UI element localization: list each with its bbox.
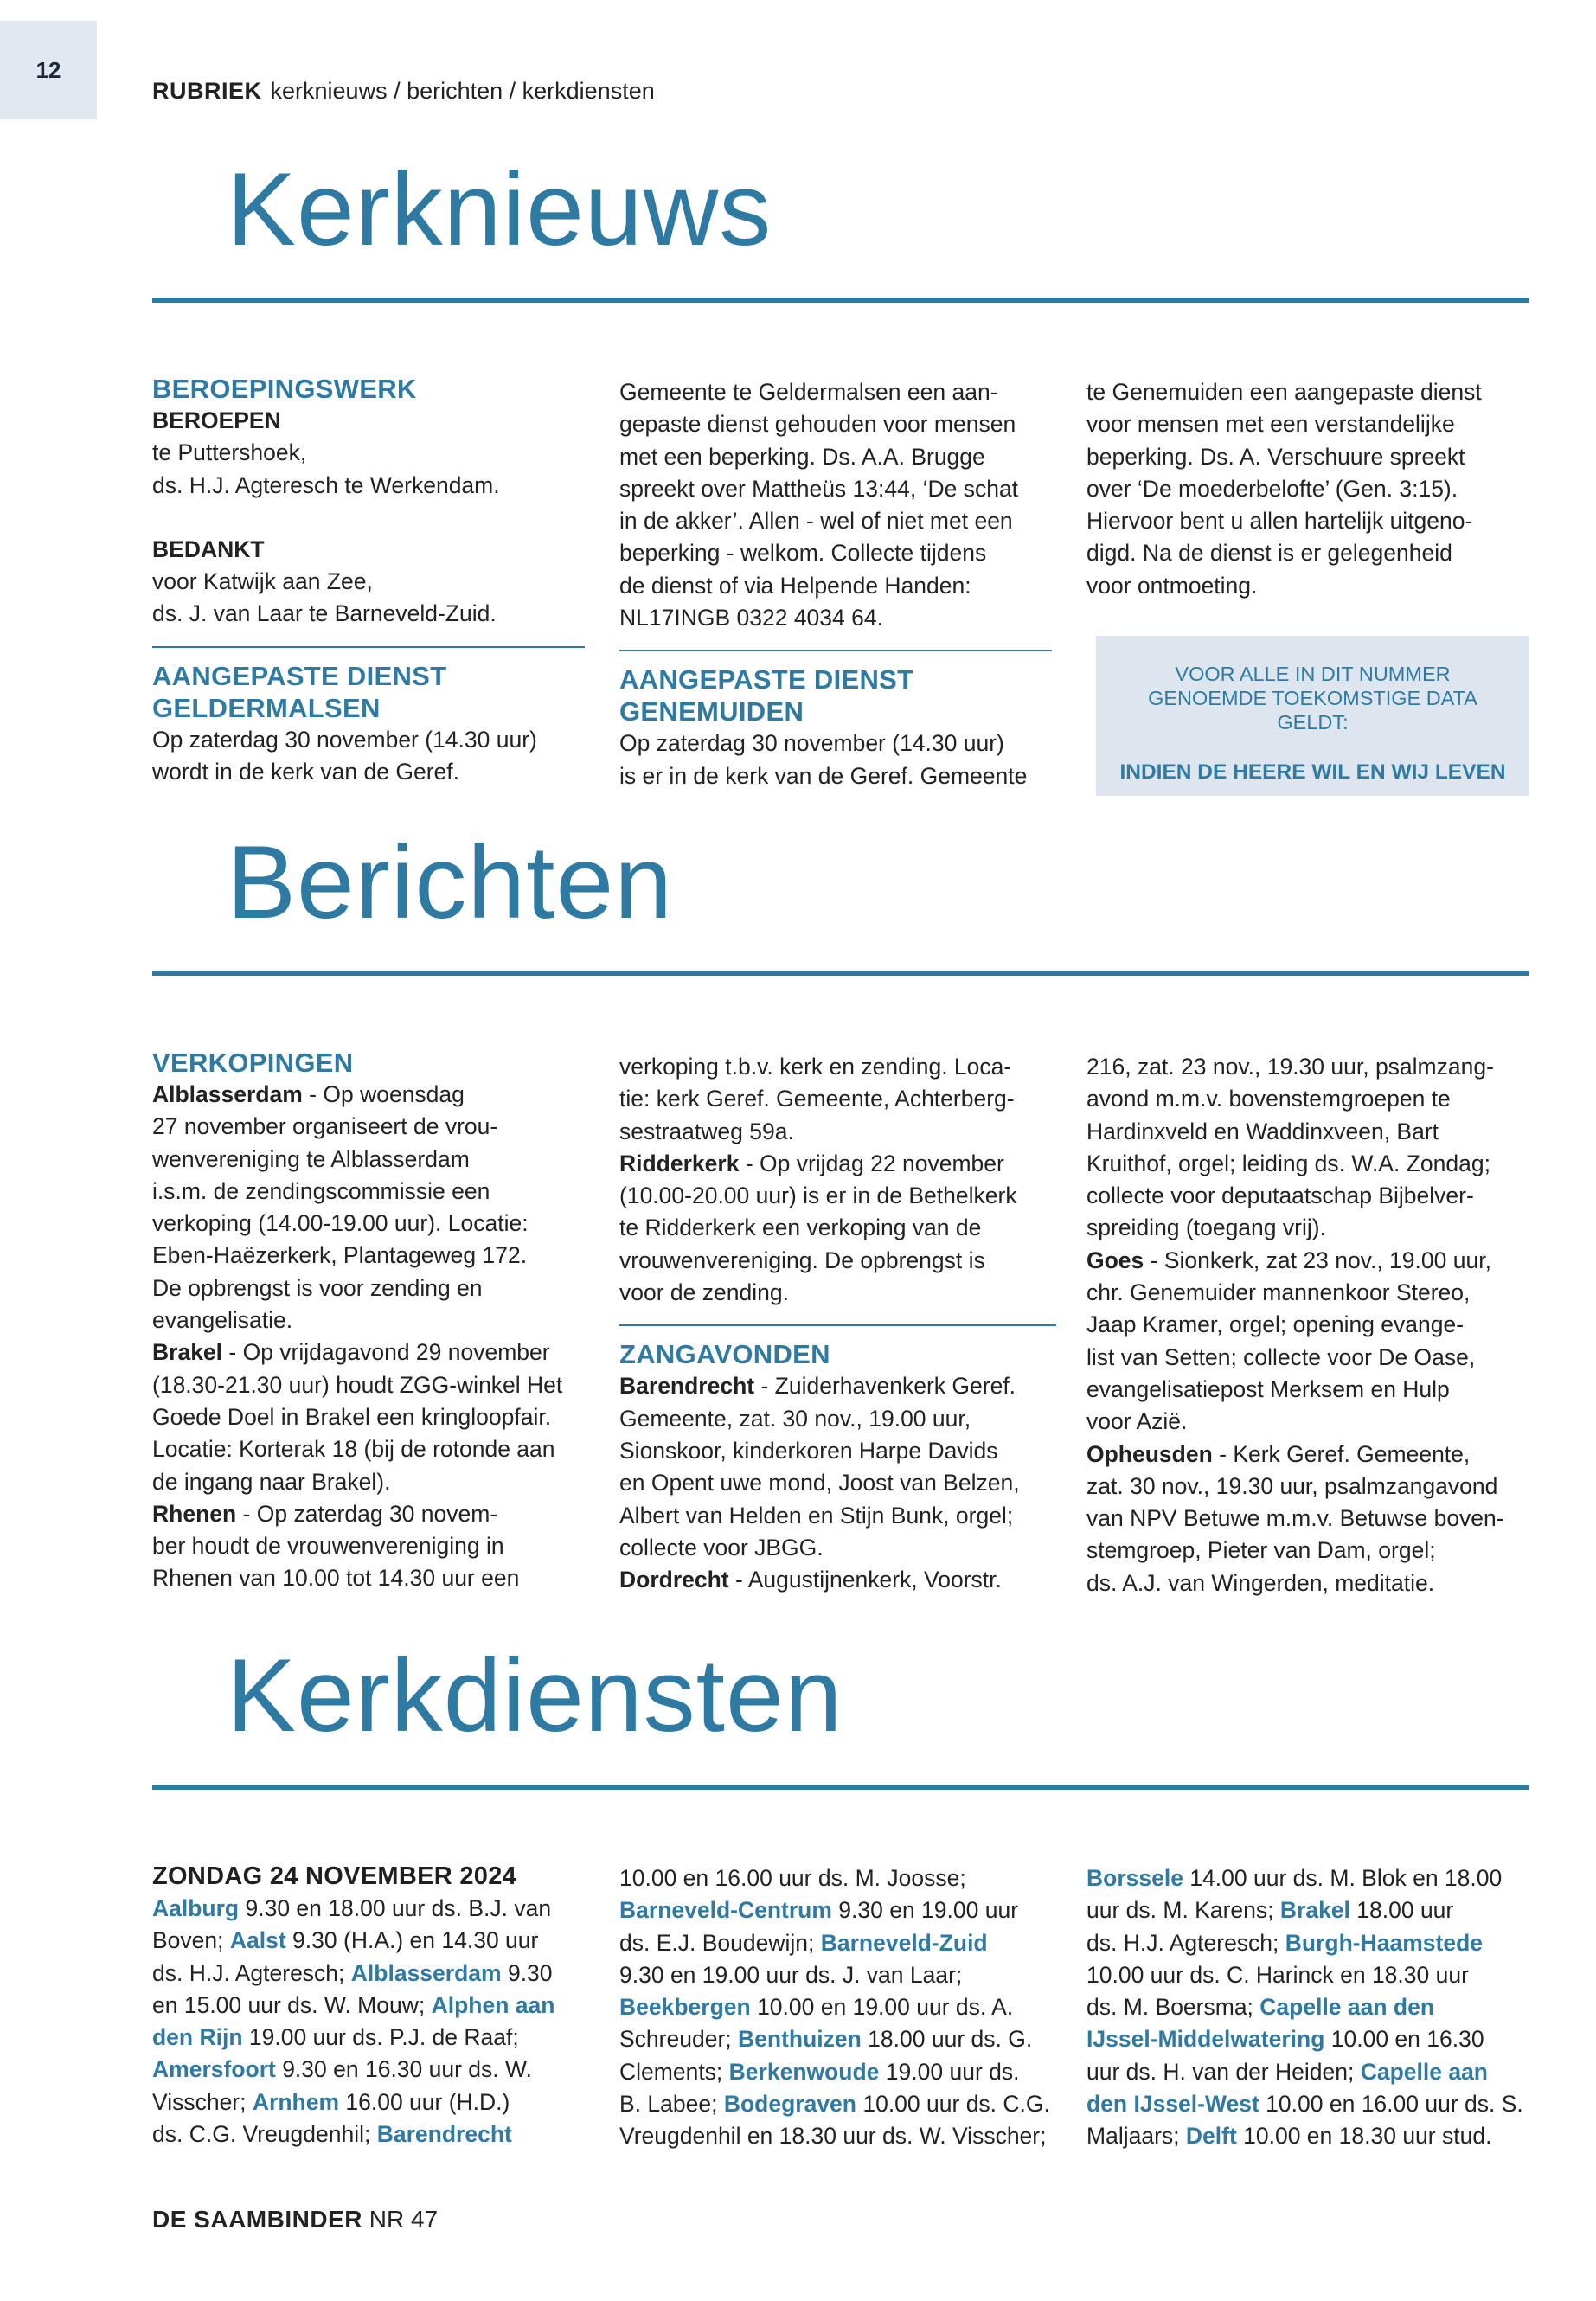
magazine-name: DE SAAMBINDER [152,2206,362,2233]
text-run: Rhenen van 10.00 tot 14.30 uur een [152,1565,520,1592]
text-line [619,1245,1056,1277]
text-line [1086,1051,1532,1083]
text-run: stemgroep, Pieter van Dam, orgel; [1086,1537,1436,1564]
text-line [1086,1471,1532,1503]
text-run: collecte voor JBGG. [619,1534,824,1561]
kerkdiensten-rule [152,1785,1529,1790]
geldermalsen-line: spreekt over Mattheüs 13:44, ‘De schat [619,475,1019,502]
service-line [1086,2088,1532,2120]
place-name: Amersfoort [152,2056,276,2083]
service-text: Boven; [152,1927,230,1954]
genemuiden-line: over ‘De moederbelofte’ (Gen. 3:15). [1086,475,1458,502]
berichten-col-3 [1086,1051,1532,1599]
text-run: Sionskoor, kinderkoren Harpe Davids [619,1437,998,1464]
zangavonden-heading: ZANGAVONDEN [619,1339,830,1370]
text-run: en Opent uwe mond, Joost van Belzen, [619,1470,1020,1497]
service-line [152,1958,589,1990]
genemuiden-line: voor mensen met een verstandelijke [1086,411,1455,438]
service-text: 10.00 en 16.00 uur ds. S. [1259,2091,1523,2118]
service-line [152,1893,589,1925]
berichten-rule [152,971,1529,976]
place-name: Brakel [1279,1897,1350,1924]
text-line [619,1083,1056,1115]
text-run: evangelisatie. [152,1307,293,1334]
place-name: Barneveld-Zuid [820,1929,988,1956]
text-line [152,1530,589,1562]
kerknieuws-col-3 [1086,376,1529,602]
notice-emphasis: INDIEN DE HEERE WIL EN WIJ LEVEN [1119,760,1506,784]
place-name: Capelle aan den [1259,1994,1435,2021]
genemuiden-line: voor ontmoeting. [1086,572,1258,599]
genemuiden-line: beperking. Ds. A. Verschuure spreekt [1086,443,1465,470]
service-text: Vreugdenhil en 18.30 uur ds. W. Visscher; [619,2123,1047,2150]
text-line [152,1272,589,1304]
service-text: Maljaars; [1086,2123,1186,2150]
service-line [1086,1927,1532,1959]
place-name: Ridderkerk [619,1150,740,1176]
service-text: 9.30 en 19.00 uur [831,1897,1019,1924]
date-heading: ZONDAG 24 NOVEMBER 2024 [152,1862,517,1890]
place-name: Alblasserdam [350,1959,502,1986]
text-run: Gemeente, zat. 30 nov., 19.00 uur, [619,1405,971,1432]
genemuiden-line: te Genemuiden een aangepaste dienst [1086,379,1482,405]
place-name: den IJssel-West [1086,2091,1259,2118]
text-line [152,1240,589,1272]
text-line [1086,1083,1532,1115]
genemuiden-heading: AANGEPASTE DIENST [619,664,914,695]
service-text: ds. M. Boersma; [1086,1994,1260,2021]
geldermalsen-line: Gemeente te Geldermalsen een aan- [619,379,998,405]
service-line [1086,2056,1532,2088]
rubriek-header [152,78,655,105]
place-name: Barendrecht [376,2121,512,2148]
text-line [1086,1148,1532,1180]
text-run: voor Azië. [1086,1408,1188,1435]
service-line [619,1894,1061,1926]
text-line [1086,1567,1532,1599]
service-text: 9.30 en 19.00 uur ds. J. van Laar; [619,1961,963,1988]
service-text: B. Labee; [619,2091,724,2118]
geldermalsen-line: beperking - welkom. Collecte tijdens [619,540,987,567]
text-run: - Op zaterdag 30 novem- [236,1500,498,1527]
footer [152,2206,438,2234]
geldermalsen-line: Op zaterdag 30 november (14.30 uur) [152,726,537,753]
text-run: te Ridderkerk een verkoping van de [619,1215,982,1241]
place-name: Barendrecht [619,1373,755,1400]
text-run: Kruithof, orgel; leiding ds. W.A. Zondag; [1086,1150,1490,1176]
text-run: voor de zending. [619,1279,789,1306]
service-text: 19.00 uur ds. [879,2058,1020,2085]
text-run: Jaap Kramer, orgel; opening evange- [1086,1311,1465,1338]
breadcrumb: kerknieuws / berichten / kerkdiensten [270,78,655,104]
section-divider [152,646,585,648]
text-run: (10.00-20.00 uur) is er in de Bethelkerk [619,1183,1017,1209]
text-line [1086,1116,1532,1148]
text-line [1086,1439,1532,1471]
text-run: de ingang naar Brakel). [152,1468,391,1495]
text-line [1086,1309,1532,1341]
text-run: - Kerk Geref. Gemeente, [1212,1440,1471,1467]
text-line [1086,1180,1532,1212]
service-line [619,1862,1061,1894]
service-line [152,1925,589,1957]
place-name: IJssel-Middelwatering [1086,2026,1325,2053]
geldermalsen-line: NL17INGB 0322 4034 64. [619,605,883,631]
place-name: Alblasserdam [152,1081,303,1107]
text-line [152,1433,589,1465]
berichten-col-1 [152,1047,589,1595]
service-text: 18.00 uur ds. G. [861,2026,1033,2053]
place-name: Dordrecht [619,1567,729,1593]
beroepen-label: BEROEPEN [152,407,281,433]
text-line [619,1403,1056,1435]
place-name: Capelle aan [1360,2058,1488,2085]
place-name: Borssele [1086,1865,1183,1891]
place-name: Goes [1086,1247,1144,1273]
service-text: 10.00 en 18.30 uur stud. [1236,2123,1492,2150]
text-line [152,1304,589,1336]
text-line [619,1532,1056,1564]
bedankt-line: ds. J. van Laar te Barneveld-Zuid. [152,600,497,627]
text-line [1086,1535,1532,1567]
text-line [619,1148,1056,1180]
service-line [152,2086,589,2118]
service-text: 14.00 uur ds. M. Blok en 18.00 [1183,1865,1503,1891]
text-line [619,1467,1056,1499]
text-run: Albert van Helden en Stijn Bunk, orgel; [619,1502,1014,1529]
service-text: 18.00 uur [1349,1897,1454,1924]
beroepen-line: ds. H.J. Agteresch te Werkendam. [152,471,500,498]
kerkdiensten-title: Kerkdiensten [227,1638,843,1753]
service-text: 10.00 uur ds. C.G. [856,2091,1050,2118]
text-run: evangelisatiepost Merksem en Hulp [1086,1375,1450,1402]
place-name: Delft [1185,2123,1237,2150]
place-name: Arnhem [252,2088,340,2115]
text-run: verkoping (14.00-19.00 uur). Locatie: [152,1210,529,1237]
kerkdiensten-col-1 [152,1861,589,2150]
service-line [1086,2023,1532,2055]
genemuiden-line: Hiervoor bent u allen hartelijk uitgeno- [1086,508,1473,535]
text-run: Eben-Haëzerkerk, Plantageweg 172. [152,1242,528,1269]
text-line [152,1498,589,1530]
service-text: 10.00 uur ds. C. Harinck en 18.30 uur [1086,1961,1469,1988]
text-line [152,1176,589,1208]
text-line [152,1079,589,1111]
text-run: ds. A.J. van Wingerden, meditatie. [1086,1569,1435,1596]
text-line [619,1500,1056,1532]
text-run: - Op vrijdag 22 november [739,1150,1004,1176]
geldermalsen-line: gepaste dienst gehouden voor mensen [619,411,1016,438]
service-line [619,2120,1061,2152]
service-text: Visscher; [152,2088,253,2115]
bedankt-label: BEDANKT [152,535,265,562]
place-name: den Rijn [152,2024,243,2051]
text-line [1086,1406,1532,1438]
text-run: spreiding (toegang vrij). [1086,1215,1326,1241]
text-run: van NPV Betuwe m.m.v. Betuwse boven- [1086,1505,1504,1532]
service-text: ds. C.G. Vreugdenhil; [152,2121,377,2148]
geldermalsen-line: met een beperking. Ds. A.A. Brugge [619,443,985,470]
kerkdiensten-col-2 [619,1862,1061,2153]
service-text: ds. H.J. Agteresch; [1086,1929,1285,1956]
geldermalsen-line: in de akker’. Allen - wel of niet met een [619,508,1013,535]
kerkdiensten-col-3 [1086,1862,1532,2153]
service-line [1086,1991,1532,2023]
service-text: ds. H.J. Agteresch; [152,1959,351,1986]
service-text: 19.00 uur ds. P.J. de Raaf; [242,2024,519,2051]
kerknieuws-rule [152,298,1529,303]
text-run: - Op vrijdagavond 29 november [222,1339,550,1366]
text-line [1086,1277,1532,1309]
text-run: - Augustijnenkerk, Voorstr. [728,1567,1002,1593]
text-run: i.s.m. de zendingscommissie een [152,1177,490,1204]
text-line [619,1212,1056,1244]
text-line [1086,1245,1532,1277]
service-text: 10.00 en 16.00 uur ds. M. Joosse; [619,1865,966,1891]
text-line [1086,1212,1532,1244]
text-line [1086,1503,1532,1535]
section-divider [619,1324,1056,1326]
place-name: Aalst [229,1927,286,1954]
text-run: - Sionkerk, zat 23 nov., 19.00 uur, [1144,1247,1491,1273]
place-name: Alphen aan [431,1991,555,2018]
service-line [1086,1862,1532,1894]
place-name: Brakel [152,1339,223,1366]
page-number: 12 [0,21,97,119]
text-line [1086,1342,1532,1374]
place-name: Rhenen [152,1500,237,1527]
service-text: 10.00 en 19.00 uur ds. A. [750,1994,1014,2021]
text-run: De opbrengst is voor zending en [152,1274,483,1301]
geldermalsen-line: wordt in de kerk van de Geref. [152,759,459,785]
service-text: 9.30 en 18.00 uur ds. B.J. van [239,1895,552,1921]
text-run: tie: kerk Geref. Gemeente, Achterberg- [619,1086,1015,1112]
text-run: 216, zat. 23 nov., 19.30 uur, psalmzang- [1086,1054,1494,1080]
kerknieuws-title: Kerknieuws [227,151,772,267]
text-run: list van Setten; collecte voor De Oase, [1086,1343,1476,1370]
geldermalsen-line: de dienst of via Helpende Handen: [619,572,971,599]
service-line [152,2054,589,2086]
place-name: Bodegraven [723,2091,856,2118]
text-run: Locatie: Korterak 18 (bij de rotonde aan [152,1436,555,1463]
text-run: verkoping t.b.v. kerk en zending. Loca- [619,1054,1012,1080]
service-line [619,1959,1061,1991]
text-run: Hardinxveld en Waddinxveen, Bart [1086,1118,1439,1144]
service-line [152,2022,589,2054]
text-run: chr. Genemuider mannenkoor Stereo, [1086,1279,1471,1306]
place-name: Aalburg [152,1895,240,1921]
text-run: sestraatweg 59a. [619,1118,794,1144]
text-run: - Zuiderhavenkerk Geref. [754,1373,1016,1400]
service-text: Clements; [619,2058,729,2085]
service-line [619,1927,1061,1959]
place-name: Opheusden [1086,1440,1213,1467]
service-line [152,1990,589,2022]
bedankt-line: voor Katwijk aan Zee, [152,568,373,595]
service-line [152,2118,589,2150]
service-text: ds. E.J. Boudewijn; [619,1929,821,1956]
text-line [152,1401,589,1433]
text-line [152,1336,589,1368]
text-run: - Op woensdag [302,1081,465,1107]
rubriek-label: RUBRIEK [152,78,262,104]
service-text: 9.30 en 16.30 uur ds. W. [275,2056,532,2083]
place-name: Barneveld-Centrum [619,1897,832,1924]
text-line [619,1180,1056,1212]
beroepingswerk-heading: BEROEPINGSWERK [152,374,417,404]
notice-text: VOOR ALLE IN DIT NUMMER GENOEMDE TOEKOMSTIGE DATA GELDT: [1148,663,1477,734]
text-run: (18.30-21.30 uur) houdt ZGG-winkel Het [152,1371,563,1398]
place-name: Beekbergen [619,1994,751,2021]
place-name: Burgh-Haamstede [1285,1929,1484,1956]
service-line [619,2088,1061,2120]
kerknieuws-col-1 [152,373,585,788]
text-line [619,1564,1056,1596]
service-line [619,2023,1061,2055]
berichten-col-2 [619,1051,1056,1596]
genemuiden-line: Op zaterdag 30 november (14.30 uur) [619,730,1004,757]
verkopingen-heading: VERKOPINGEN [152,1048,354,1078]
geldermalsen-heading: AANGEPASTE DIENST [152,660,447,691]
text-line [1086,1374,1532,1406]
text-line [152,1144,589,1176]
text-run: avond m.m.v. bovenstemgroepen te [1086,1086,1451,1112]
kerknieuws-col-2 [619,376,1052,792]
text-run: vrouwenvereniging. De opbrengst is [619,1247,985,1273]
service-line [1086,1894,1532,1926]
genemuiden-heading-2: GENEMUIDEN [619,696,804,727]
service-line [1086,2120,1532,2152]
service-line [619,2056,1061,2088]
text-run: ber houdt de vrouwenvereniging in [152,1533,504,1560]
beroepen-line: te Puttershoek, [152,439,307,466]
issue-number: NR 47 [369,2206,439,2233]
geldermalsen-heading-2: GELDERMALSEN [152,692,381,723]
text-line [152,1562,589,1594]
service-text: uur ds. M. Karens; [1086,1897,1280,1924]
place-name: Berkenwoude [728,2058,880,2085]
text-line [619,1277,1056,1309]
text-run: zat. 30 nov., 19.30 uur, psalmzangavond [1086,1472,1498,1499]
text-line [619,1435,1056,1467]
service-text: en 15.00 uur ds. W. Mouw; [152,1991,432,2018]
text-line [152,1208,589,1240]
notice-box [1096,636,1529,796]
service-line [1086,1959,1532,1991]
service-text: uur ds. H. van der Heiden; [1086,2058,1361,2085]
service-line [619,1991,1061,2023]
service-text: Schreuder; [619,2026,738,2053]
service-text: 9.30 (H.A.) en 14.30 uur [285,1927,539,1954]
service-text: 16.00 uur (H.D.) [339,2088,510,2115]
text-run: 27 november organiseert de vrou- [152,1113,498,1140]
service-text: 9.30 [501,1959,553,1986]
text-run: wenvereniging te Alblasserdam [152,1145,470,1172]
berichten-title: Berichten [227,824,673,940]
section-divider [619,650,1052,651]
text-run: collecte voor deputaatschap Bijbelver- [1086,1183,1474,1209]
genemuiden-line: digd. Na de dienst is er gelegenheid [1086,540,1452,567]
text-line [152,1369,589,1401]
text-line [152,1466,589,1498]
text-line [619,1370,1056,1402]
text-line [619,1051,1056,1083]
text-run: Goede Doel in Brakel een kringloopfair. [152,1403,552,1430]
text-line [619,1116,1056,1148]
place-name: Benthuizen [738,2026,862,2053]
service-text: 10.00 en 16.30 [1324,2026,1484,2053]
text-line [152,1111,589,1143]
genemuiden-line: is er in de kerk van de Geref. Gemeente [619,762,1028,789]
